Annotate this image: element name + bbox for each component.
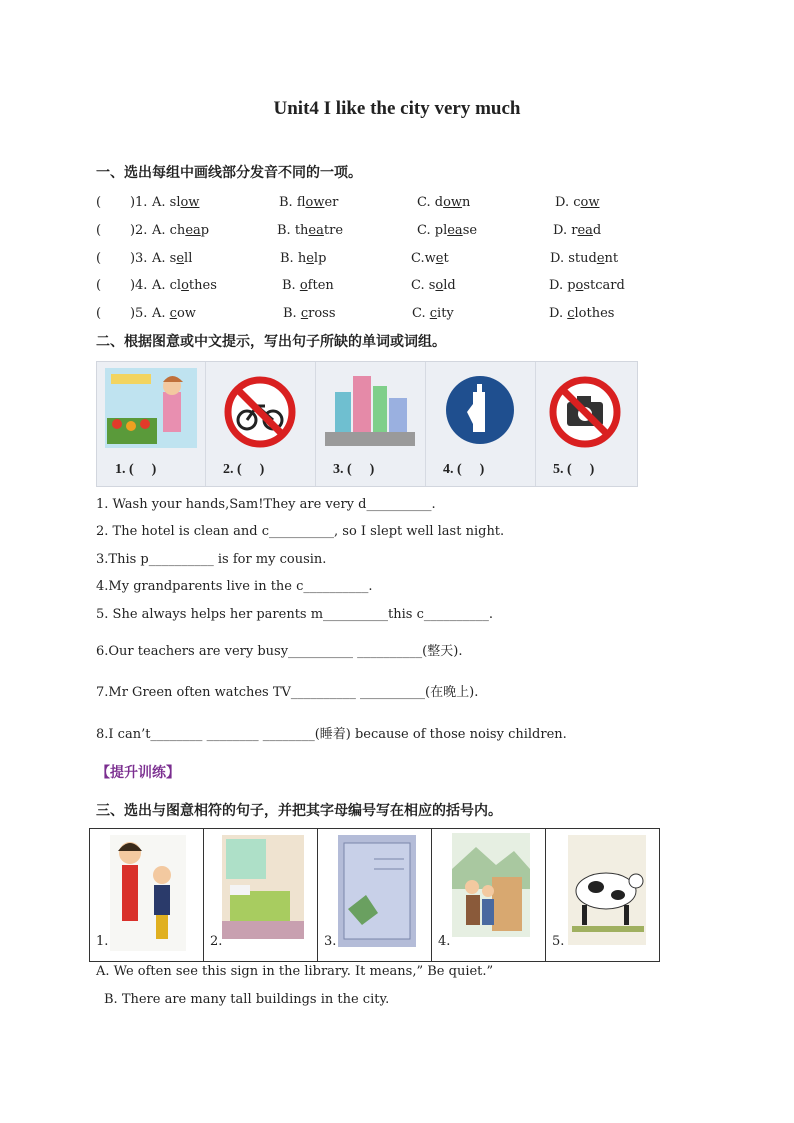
pic3-cell-1 [90, 829, 204, 962]
advanced-training-tag: 【提升训练】 [96, 765, 180, 781]
q2-option-d-underlined: ea [577, 223, 593, 238]
q2-option-b [277, 221, 343, 241]
q4-option-b-part: B. [282, 278, 300, 293]
q4-option-a-part: thes [188, 278, 217, 293]
q4-option-d-underlined: o [575, 278, 584, 293]
q2-option-b-part: tre [323, 223, 344, 238]
q1-number: 1. [135, 195, 148, 210]
q4-number: 4. [135, 278, 148, 293]
q4-option-c-part: ld [443, 278, 456, 293]
q5-option-b-part: B. [283, 306, 301, 321]
q5-option-d [549, 304, 614, 324]
q3-option-a-underlined: e [176, 251, 185, 266]
q4-option-d-part: D. p [549, 278, 576, 293]
q2-option-a-underlined: ea [185, 223, 201, 238]
sentence-6: 6.Our teachers are very busy__________ __________(整天). [96, 644, 463, 659]
q2-option-b-underlined: ea [308, 223, 324, 238]
q3-option-d-part: nt [604, 251, 619, 266]
q4-option-a-part: A. cl [152, 278, 182, 293]
pic-label-5: 5. ( [553, 462, 572, 477]
q5-open-paren: ( [96, 306, 102, 321]
q1-option-a-part: A. sl [152, 195, 181, 210]
q3-option-c-underlined: e [435, 251, 444, 266]
pic3-cell-4 [432, 829, 546, 962]
q5-option-b-underlined: c [300, 306, 309, 321]
q5-option-b [283, 304, 336, 324]
q1-option-a-underlined: ow [180, 195, 200, 210]
q4-open-paren: ( [96, 278, 102, 293]
q5-option-a [152, 304, 196, 324]
q1-option-b-part: er [324, 195, 339, 210]
q5-option-c-part: ity [437, 306, 454, 321]
q3-number: 3. [135, 251, 148, 266]
sentence-4: 4.My grandparents live in the c__________. [96, 579, 373, 594]
picture-table [89, 828, 660, 962]
pic3-num-3: 3. [324, 934, 337, 949]
q5-option-a-part: A. [152, 306, 170, 321]
q3-option-b-part: lp [313, 251, 327, 266]
q4-option-c [411, 276, 456, 296]
pic-cell-2 [205, 362, 316, 486]
q1-option-b-part: B. fl [279, 195, 306, 210]
pic-close-2: ) [259, 462, 265, 477]
pic-cell-4 [425, 362, 536, 486]
q2-option-a [152, 221, 209, 241]
picture-strip [96, 361, 638, 487]
q5-close-paren: ) [130, 306, 136, 321]
q1-option-c [417, 193, 470, 213]
q1-option-d [555, 193, 599, 213]
q5-option-d-underlined: c [567, 306, 575, 321]
q4-option-d [549, 276, 625, 296]
q3-option-d-part: D. stud [550, 251, 597, 266]
q3-option-d-underlined: e [596, 251, 605, 266]
q2-option-d-part: D. r [553, 223, 578, 238]
q1-option-d-part: D. c [555, 195, 581, 210]
q3-open-paren: ( [96, 251, 102, 266]
page-title: Unit4 I like the city very much [273, 98, 521, 119]
q4-option-d-part: stcard [583, 278, 625, 293]
q5-option-d-part: lothes [574, 306, 615, 321]
pic-cell-5 [535, 362, 636, 486]
q3-option-c [411, 249, 449, 269]
q5-option-c [412, 304, 454, 324]
q1-option-b [279, 193, 338, 213]
sentence-1: 1. Wash your hands,Sam!They are very d__________. [96, 497, 436, 512]
q2-option-c-underlined: ea [447, 223, 463, 238]
q4-option-b-underlined: o [299, 278, 308, 293]
q3-close-paren: ) [130, 251, 136, 266]
pic3-num-5: 5. [552, 934, 565, 949]
q4-option-b-part: ften [307, 278, 334, 293]
q3-option-b [280, 249, 326, 269]
q2-option-a-part: p [200, 223, 210, 238]
q5-option-c-part: C. [412, 306, 430, 321]
sentence-8: 8.I can’t________ ________ ________(睡着) because of those noisy children. [96, 727, 567, 742]
q3-option-a [152, 249, 192, 269]
q3-option-b-underlined: e [306, 251, 314, 266]
q3-option-d [550, 249, 618, 269]
q1-option-c-part: C. d [417, 195, 444, 210]
q3-option-a-part: A. s [152, 251, 177, 266]
q1-option-c-part: n [462, 195, 471, 210]
q3-option-c-part: t [443, 251, 449, 266]
pic-close-5: ) [589, 462, 595, 477]
pic3-cell-3 [318, 829, 432, 962]
q2-option-d [553, 221, 601, 241]
pic-close-4: ) [479, 462, 485, 477]
pic-label-2: 2. ( [223, 462, 242, 477]
q2-close-paren: ) [130, 223, 136, 238]
q2-option-b-part: B. th [277, 223, 309, 238]
q4-option-c-underlined: o [435, 278, 444, 293]
q5-option-a-underlined: c [169, 306, 177, 321]
q2-number: 2. [135, 223, 148, 238]
q3-option-c-part: C.w [411, 251, 436, 266]
pic-label-4: 4. ( [443, 462, 462, 477]
q3-option-b-part: B. h [280, 251, 307, 266]
q2-option-c-part: C. pl [417, 223, 448, 238]
q1-option-b-underlined: ow [305, 195, 325, 210]
sentence-5: 5. She always helps her parents m__________this c__________. [96, 607, 494, 622]
q2-option-c [417, 221, 477, 241]
q1-open-paren: ( [96, 195, 102, 210]
q1-close-paren: ) [130, 195, 136, 210]
q4-close-paren: ) [130, 278, 136, 293]
q5-option-a-part: ow [176, 306, 196, 321]
section2-heading: 二、根据图意或中文提示，写出句子所缺的单词或词组。 [96, 334, 446, 350]
q4-option-b [282, 276, 334, 296]
option-a: A. We often see this sign in the library. It means,” Be quiet.” [96, 964, 494, 979]
pic3-num-4: 4. [438, 934, 451, 949]
q2-option-c-part: se [462, 223, 478, 238]
pic-cell-1 [97, 362, 206, 486]
pic-label-1: 1. ( [115, 462, 134, 477]
q5-option-c-underlined: c [429, 306, 438, 321]
pic-close-1: ) [151, 462, 157, 477]
sentence-2: 2. The hotel is clean and c__________, so I slept well last night. [96, 524, 505, 539]
sentence-3: 3.This p__________ is for my cousin. [96, 552, 327, 567]
section1-heading: 一、选出每组中画线部分发音不同的一项。 [96, 165, 362, 181]
q5-option-b-part: ross [308, 306, 336, 321]
section3-heading: 三、选出与图意相符的句子，并把其字母编号写在相应的括号内。 [96, 803, 502, 819]
q1-option-a [152, 193, 199, 213]
q3-option-a-part: ll [184, 251, 193, 266]
pic-cell-3 [315, 362, 426, 486]
q1-option-d-underlined: ow [580, 195, 600, 210]
q2-option-a-part: A. ch [152, 223, 186, 238]
q4-option-a-underlined: o [181, 278, 189, 293]
q2-open-paren: ( [96, 223, 102, 238]
pic3-cell-2 [204, 829, 318, 962]
pic3-num-2: 2. [210, 934, 223, 949]
q2-option-d-part: d [592, 223, 602, 238]
q1-option-c-underlined: ow [443, 195, 463, 210]
q5-number: 5. [135, 306, 148, 321]
option-b: B. There are many tall buildings in the city. [104, 992, 390, 1007]
pic3-cell-5 [546, 829, 660, 962]
pic3-num-1: 1. [96, 934, 109, 949]
q4-option-a [152, 276, 217, 296]
sentence-7: 7.Mr Green often watches TV__________ __________(在晚上). [96, 685, 479, 700]
q5-option-d-part: D. [549, 306, 568, 321]
pic-close-3: ) [369, 462, 375, 477]
pic-label-3: 3. ( [333, 462, 352, 477]
q4-option-c-part: C. s [411, 278, 436, 293]
